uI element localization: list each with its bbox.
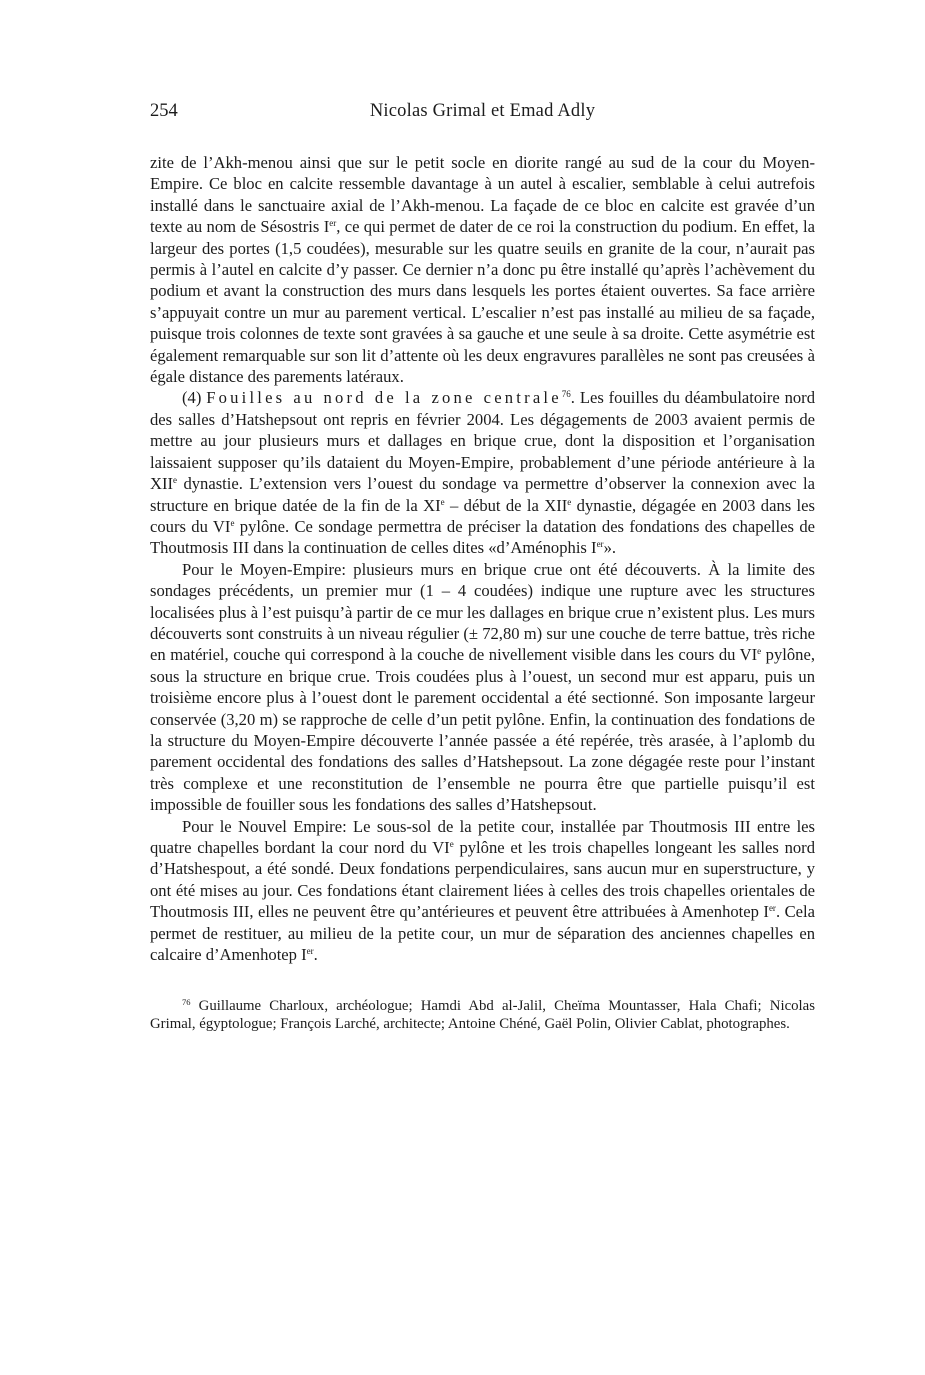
superscript: e	[757, 646, 762, 657]
paragraph-text: Pour le Nouvel Empire: Le sous-sol de la petite cour, installée par Thoutmosis III entre les quatre chapelles bordant la cour nord du VI	[150, 816, 815, 857]
footnote-text: Guillaume Charloux, archéologue; Hamdi Abd al-Jalil, Cheïma Mountasser, Hala Chafi; Nicolas Grimal, égyptologue; François Larché, architecte; Antoine Chéné, Gaël Polin, Olivier Cablat, photographes.	[150, 998, 815, 1033]
section-heading: Fouilles au nord de la zone centrale	[206, 388, 562, 408]
paragraph-text: dynastie, dégagée en 2003 dans les cours du VI	[150, 495, 815, 536]
paragraph-text: pylône. Ce sondage permettra de préciser la datation des fondations des chapelles de Thoutmosis III dans la continuation de celles dites «d’Aménophis I	[150, 516, 815, 558]
superscript: er	[306, 946, 314, 957]
paragraph-text: ».	[603, 538, 617, 558]
page	[150, 98, 815, 1034]
body-text	[150, 152, 815, 965]
superscript: e	[440, 496, 445, 507]
paragraph-text: Pour le Moyen-Empire: plusieurs murs en brique crue ont été découverts. À la limite des sondages précédents, un premier mur (1 – 4 coudées) indique une rupture avec les structures localisées plus à l’est puisqu’à partir de ce mur les dallages en brique crue n’existent plus. Les murs découverts sont construits à un niveau régulier (± 72,80 m) sur une couche de terre battue, très riche en matériel, couche qui correspond à la couche de nivellement visible dans les cours du VI	[150, 559, 815, 665]
paragraph-text: . Les fouilles du déambulatoire nord des salles d’Hatshepsout ont repris en février 2004. Les dégagements de 2003 avaient permis de mettre au jour plusieurs murs et dallages en brique crue, dont la disposition et l’organisation laissaient supposer qu’ils dataient du Moyen-Empire, probablement d’une période antérieure à la XII	[150, 388, 815, 494]
paragraph-text: . Cela permet de restituer, au milieu de la petite cour, un mur de séparation des anciennes chapelles en calcaire d’Amenhotep I	[150, 902, 815, 965]
superscript: e	[567, 496, 572, 507]
running-head	[150, 98, 815, 124]
superscript: e	[449, 839, 454, 849]
paragraph-4	[150, 816, 815, 966]
paragraph-text: pylône, sous la structure en brique crue. Trois coudées plus à l’ouest, un second mur est apparu, puis un troisième encore plus à l’ouest dont le parement occidental a été sectionné. Son imposante largeur conservée (3,20 m) se rapproche de celle d’un petit pylône. Enfin, la continuation des fondations de la structure du Moyen-Empire découverte l’année passée a été repérée, très arasée, à l’aplomb du parement occidental des fondations des salles d’Hatshepsout. La zone dégagée reste pour l’instant très complexe et une reconstitution de l’ensemble ne pourra être que partielle puisqu’il est impossible de fouiller sous les fondations des salles d’Hatshepsout.	[150, 645, 815, 815]
paragraph-1	[150, 152, 815, 387]
superscript: er	[329, 218, 337, 229]
paragraph-text: pylône et les trois chapelles longeant les salles nord d’Hatshespout, a été sondé. Deux fondations perpendiculaires, sans aucun mur en superstructure, y ont été mises au jour. Ces fondations étant clairement liées à celles des trois chapelles orientales de Thoutmosis III, elles ne peuvent être qu’antérieures et peuvent être attribuées à Amenhotep I	[150, 838, 815, 922]
superscript: e	[230, 517, 235, 528]
paragraph-text: .	[313, 945, 318, 965]
footnote-number: 76	[182, 997, 191, 1008]
paragraph-2	[150, 387, 815, 558]
section-number: (4)	[182, 388, 202, 408]
superscript: er	[768, 903, 776, 914]
footnote-76	[150, 998, 815, 1033]
paragraph-text: – début de la XII	[444, 495, 568, 515]
paragraph-3	[150, 559, 815, 816]
paragraph-text: dynastie. L’extension vers l’ouest du sondage va permettre d’observer la connexion avec la structure en brique datée de la fin de la XI	[150, 474, 815, 515]
paragraph-text: zite de l’Akh-menou ainsi que sur le petit socle en diorite rangé au sud de la cour du Moyen-Empire. Ce bloc en calcite ressemble davantage à un autel à escalier, semblable à celui autrefois installé dans le sanctuaire axial de l’Akh-menou. La façade de ce bloc en calcite est gravée d’un texte au nom de Sésostris I	[150, 153, 815, 237]
running-title: Nicolas Grimal et Emad Adly	[369, 101, 596, 121]
footnotes	[150, 998, 815, 1033]
page-number: 254	[150, 101, 178, 121]
superscript: er	[596, 539, 604, 550]
superscript: e	[173, 475, 178, 486]
footnote-reference[interactable]: 76	[561, 389, 571, 400]
paragraph-text: , ce qui permet de dater de ce roi la construction du podium. En effet, la largeur des portes (1,5 coudées), mesurable sur les quatre seuils en granite de la cour, n’aurait pas permis à l’autel en calcite d’y passer. Ce dernier n’a donc pu être installé qu’après l’achèvement du podium et avant la construction des murs dans lesquels les portes étaient ouvertes. Sa face arrière s’appuyait contre un mur au parement vertical. L’escalier n’est pas installé au milieu de sa façade, puisque trois colonnes de texte sont gravées à sa gauche et une seule à sa droite. Cette asymétrie est également remarquable sur son lit d’attente où les deux engravures parallèles ne sont pas creusées à égale distance des parements latéraux.	[150, 217, 815, 387]
